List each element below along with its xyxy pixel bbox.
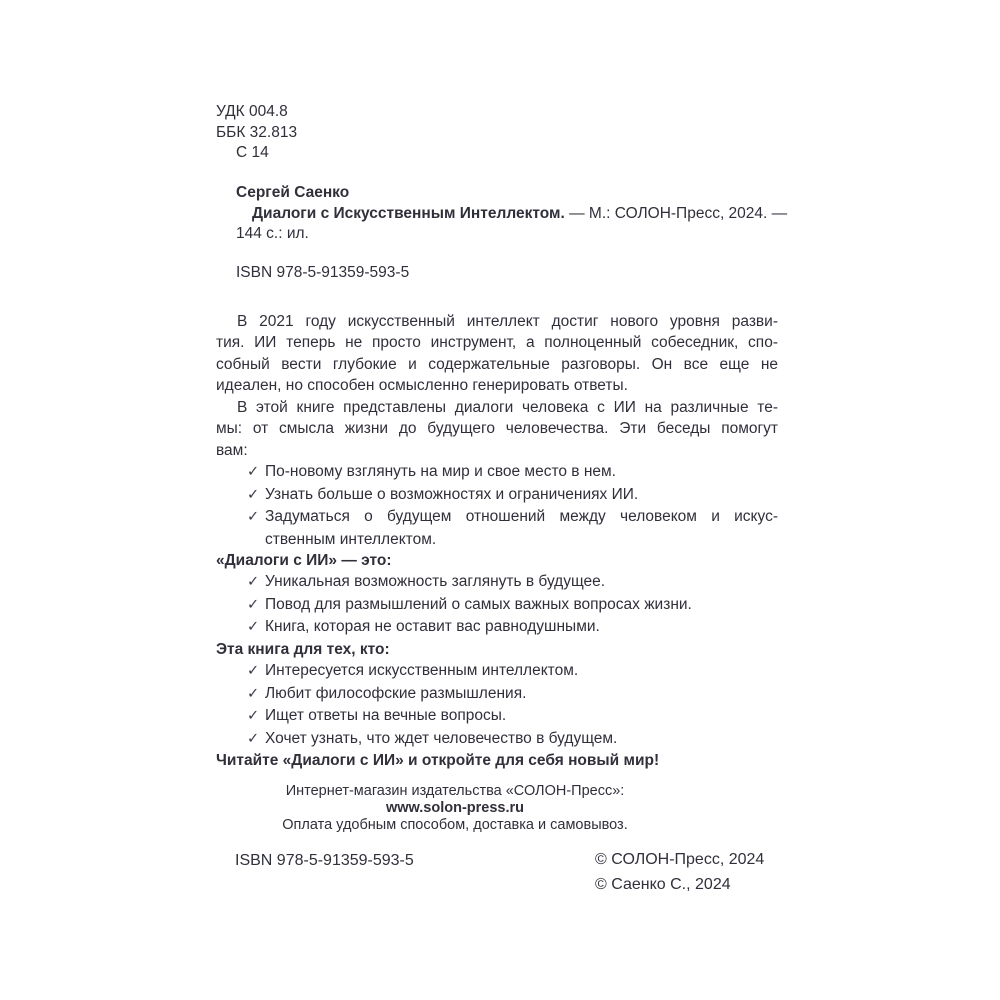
check-item-text: Хочет узнать, что ждет человечество в будущем. <box>265 729 618 747</box>
book-title-line <box>236 204 788 225</box>
store-title: Интернет-магазин издательства «СОЛОН-Пресс»: <box>285 783 625 799</box>
publisher-info: — М.: СОЛОН-Пресс, 2024. — <box>564 204 788 222</box>
text-line: тия. ИИ теперь не просто инструмент, а полноценный собеседник, спо- <box>216 334 778 352</box>
text-line: идеален, но способен осмысленно генерировать ответы. <box>216 377 628 395</box>
copyright-block <box>595 847 764 897</box>
check-item <box>216 506 778 528</box>
text-line: В 2021 году искусственный интеллект достиг нового уровня разви- <box>237 313 778 330</box>
check-icon: ✓ <box>247 464 260 481</box>
check-icon: ✓ <box>247 619 260 636</box>
classification-codes <box>216 102 778 164</box>
annotation-body <box>216 311 778 772</box>
check-icon: ✓ <box>247 509 260 526</box>
check-item <box>216 461 778 483</box>
check-icon: ✓ <box>247 574 260 591</box>
author-name: Сергей Саенко <box>236 184 350 201</box>
check-item <box>216 616 778 638</box>
call-to-action: Читайте «Диалоги с ИИ» и откройте для себя новый мир! <box>216 752 660 770</box>
collation-line: 144 с.: ил. <box>236 225 309 242</box>
check-item <box>216 571 778 593</box>
store-note: Оплата удобным способом, доставка и самовывоз. <box>282 817 628 834</box>
check-item-text: Узнать больше о возможностях и ограничениях ИИ. <box>265 485 639 503</box>
check-icon: ✓ <box>247 486 260 503</box>
check-item-continuation: ственным интеллектом. <box>265 530 437 548</box>
check-icon: ✓ <box>247 685 260 702</box>
isbn-bottom: ISBN 978-5-91359-593-5 <box>235 852 414 869</box>
check-item-text: Интересуется искусственным интеллектом. <box>265 662 579 680</box>
publisher-store-block <box>216 783 694 835</box>
check-icon: ✓ <box>247 730 260 747</box>
text-line: вам: <box>216 441 248 459</box>
check-item-text: Повод для размышлений о самых важных вопросах жизни. <box>265 595 692 613</box>
text-line: мы: от смысла жизни до будущего человечества. Эти беседы помогут <box>216 420 778 438</box>
check-icon: ✓ <box>247 708 260 725</box>
check-item-text: Книга, которая не оставит вас равнодушными. <box>265 618 600 636</box>
check-item <box>216 683 778 705</box>
text-line: собный вести глубокие и содержательные разговоры. Он все еще не <box>216 355 778 373</box>
check-item <box>216 728 778 750</box>
copyright-author: © Саенко С., 2024 <box>595 876 731 893</box>
udk-code: УДК 004.8 <box>216 103 288 120</box>
check-icon: ✓ <box>247 663 260 680</box>
check-item <box>216 660 778 682</box>
book-title: Диалоги с Искусственным Интеллектом. <box>252 204 565 222</box>
text-line: В этой книге представлены диалоги человека с ИИ на различные те- <box>237 398 778 416</box>
check-item <box>216 594 778 616</box>
section-heading: «Диалоги с ИИ» — это: <box>216 551 392 569</box>
check-item-text: Задуматься о будущем отношений между человеком и искус- <box>265 508 778 526</box>
check-item-text: Любит философские размышления. <box>265 684 527 702</box>
store-url: www.solon-press.ru <box>385 800 525 817</box>
bibliographic-description <box>236 183 788 245</box>
check-item <box>216 484 778 506</box>
check-icon: ✓ <box>247 596 260 613</box>
check-item <box>216 705 778 727</box>
isbn-top: ISBN 978-5-91359-593-5 <box>236 264 410 281</box>
check-item-text: Ищет ответы на вечные вопросы. <box>265 707 507 725</box>
check-item-text: Уникальная возможность заглянуть в будущее. <box>265 573 606 591</box>
copyright-publisher: © СОЛОН-Пресс, 2024 <box>595 851 765 868</box>
check-item-text: По-новому взглянуть на мир и свое место в нем. <box>265 463 616 481</box>
author-sign-code: С 14 <box>236 144 269 161</box>
section-heading: Эта книга для тех, кто: <box>216 640 390 658</box>
bbk-code: ББК 32.813 <box>216 123 298 141</box>
